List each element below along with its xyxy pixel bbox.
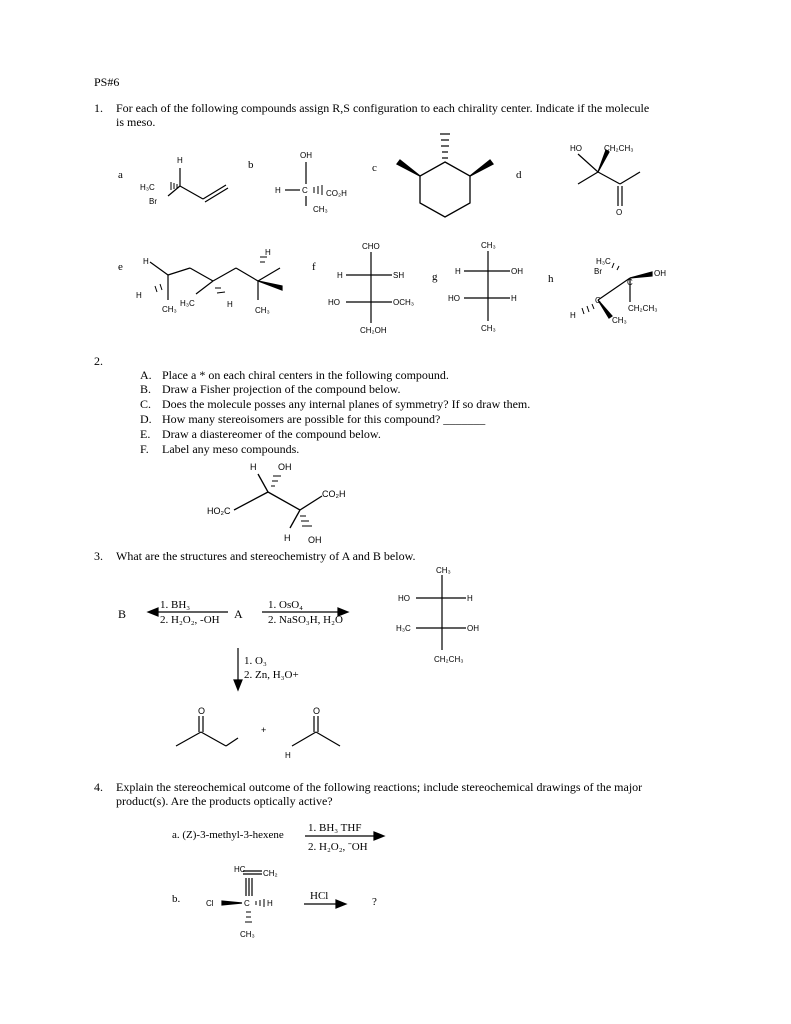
q4b-h: H (267, 899, 273, 908)
1g-h2: H (511, 294, 517, 303)
page-title: PS#6 (94, 75, 120, 89)
structure-1d (578, 150, 640, 206)
q2-item-a-letter: A. (140, 368, 152, 382)
1e-ch3-1: CH₃ (162, 305, 177, 314)
q4a-label: a. (Z)-3-methyl-3-hexene (172, 829, 284, 841)
1h-c1: C (627, 278, 633, 287)
1f-ch2oh: CH₂OH (360, 326, 387, 335)
q3-number: 3. (94, 549, 103, 563)
label-g: g (432, 271, 438, 283)
1f-cho: CHO (362, 242, 380, 251)
1h-ch3: CH₃ (612, 316, 627, 325)
1e-h3: H (227, 300, 233, 309)
1e-ch3-2: CH₃ (255, 306, 270, 315)
q4-text-line1: Explain the stereochemical outcome of the following reactions; include stereochemical drawings of the major (116, 780, 643, 794)
1b-c: C (302, 186, 308, 195)
structure-1e (150, 257, 282, 300)
q3-text: What are the structures and stereochemistry of A and B below. (116, 549, 416, 563)
1b-oh: OH (300, 151, 312, 160)
structure-1a (168, 168, 228, 202)
q4-text-line2: product(s). Are the products optically active? (116, 794, 333, 808)
q2-item-d-text: How many stereoisomers are possible for this compound? _______ (162, 412, 486, 426)
1a-br: Br (149, 197, 157, 206)
label-f: f (312, 261, 316, 273)
q1-number: 1. (94, 101, 103, 115)
q3-right-step1: 1. OsO₄ (268, 599, 304, 611)
structure-q2 (234, 474, 322, 528)
1d-ch2ch3: CH₂CH₃ (604, 144, 634, 153)
1g-oh: OH (511, 267, 523, 276)
q2-oh-top: OH (278, 462, 292, 472)
q4b-ch3: CH₃ (240, 930, 255, 939)
q3-b-label: B (118, 607, 127, 621)
q4b-hc: HC (234, 865, 246, 874)
q4a-step2: 2. H₂O₂, ˉOH (308, 841, 368, 853)
structure-1g (464, 251, 510, 321)
q2-item-b-letter: B. (140, 382, 152, 396)
q4b-c: C (244, 899, 250, 908)
1e-h1: H (143, 257, 149, 266)
q3-products (176, 716, 340, 746)
q2-item-f-letter: F. (140, 442, 149, 456)
q3-left-step1: 1. BH₃ (160, 599, 191, 611)
q3-product-h: H (285, 751, 291, 760)
q2-item-a-text: Place a * on each chiral centers in the following compound. (162, 368, 449, 382)
q2-item-e-text: Draw a diastereomer of the compound below. (162, 427, 381, 441)
1a-h: H (177, 156, 183, 165)
q3-right-step2: 2. NaSO₃H, H₂O (268, 614, 343, 626)
q3-fischer-ch2ch3: CH₂CH₃ (434, 655, 464, 664)
q2-number: 2. (94, 354, 103, 368)
q4b-label: b. (172, 893, 181, 905)
1f-ho: HO (328, 298, 340, 307)
q2-ho2c: HO₂C (207, 506, 231, 516)
1d-ho: HO (570, 144, 582, 153)
q2-item-c-letter: C. (140, 397, 152, 411)
1b-co2h: CO₂H (326, 189, 347, 198)
q3-fischer (416, 575, 466, 650)
q2-item-d-letter: D. (140, 412, 152, 426)
q2-h-bottom: H (284, 533, 291, 543)
1f-och3: OCH₃ (393, 298, 415, 307)
structure-1b (285, 162, 322, 206)
label-b: b (248, 159, 254, 171)
q1-text-line1: For each of the following compounds assign R,S configuration to each chirality center. Indicate if the molecule (116, 101, 650, 115)
q3-a-label: A (234, 607, 243, 621)
q2-item-f-text: Label any meso compounds. (162, 442, 300, 456)
1b-h: H (275, 186, 281, 195)
1h-ch2ch3: CH₂CH₃ (628, 304, 658, 313)
1h-br: Br (594, 267, 602, 276)
label-d: d (516, 169, 522, 181)
q3-product-plus: + (261, 725, 267, 735)
1f-sh: SH (393, 271, 405, 280)
structure-1f (346, 252, 392, 323)
1g-ch3-bottom: CH₃ (481, 324, 496, 333)
q4b-ch2: CH₂ (263, 869, 278, 878)
label-c: c (372, 162, 377, 174)
1e-h4: H (265, 248, 271, 257)
1h-oh: OH (654, 269, 666, 278)
q2-item-b-text: Draw a Fisher projection of the compound below. (162, 382, 401, 396)
1f-h: H (337, 271, 343, 280)
1h-h: H (570, 311, 576, 320)
q3-product-o2: O (313, 706, 321, 716)
1e-h2: H (136, 291, 142, 300)
q3-down-step2: 2. Zn, H₃O+ (244, 669, 299, 681)
q2-item-c-text: Does the molecule posses any internal planes of symmetry? If so draw them. (162, 397, 531, 411)
q3-fischer-ho: HO (398, 594, 410, 603)
label-h: h (548, 273, 554, 285)
structure-1c (397, 134, 493, 217)
1h-h3c: H₃C (596, 257, 611, 266)
q3-fischer-ch3: CH₃ (436, 566, 451, 575)
q4b-cl: Cl (206, 899, 214, 908)
q3-down-step1: 1. O₃ (244, 655, 267, 667)
q3-fischer-oh: OH (467, 624, 479, 633)
1h-c2: C (595, 296, 601, 305)
1g-ho: HO (448, 294, 460, 303)
q1-text-line2: is meso. (116, 115, 156, 129)
1d-o: O (616, 208, 623, 217)
q4b-question: ? (372, 896, 377, 908)
q3-fischer-h3c: H₃C (396, 624, 411, 633)
q3-left-step2: 2. H₂O₂, -OH (160, 614, 220, 626)
q4b-structure (222, 871, 264, 922)
q3-product-o1: O (198, 706, 206, 716)
label-a: a (118, 169, 123, 181)
1a-h3c: H₃C (140, 183, 155, 192)
q2-oh-bottom: OH (308, 535, 322, 545)
label-e: e (118, 261, 123, 273)
q2-h-top: H (250, 462, 257, 472)
q4-number: 4. (94, 780, 103, 794)
q4a-step1: 1. BH₃ THF (308, 822, 362, 834)
q2-co2h: CO₂H (322, 489, 346, 499)
1b-ch3: CH₃ (313, 205, 328, 214)
q3-fischer-h: H (467, 594, 473, 603)
q2-item-e-letter: E. (140, 427, 151, 441)
q4b-reagent: HCl (310, 890, 329, 902)
1g-ch3-top: CH₃ (481, 241, 496, 250)
1e-h3c: H₃C (180, 299, 195, 308)
1g-h: H (455, 267, 461, 276)
